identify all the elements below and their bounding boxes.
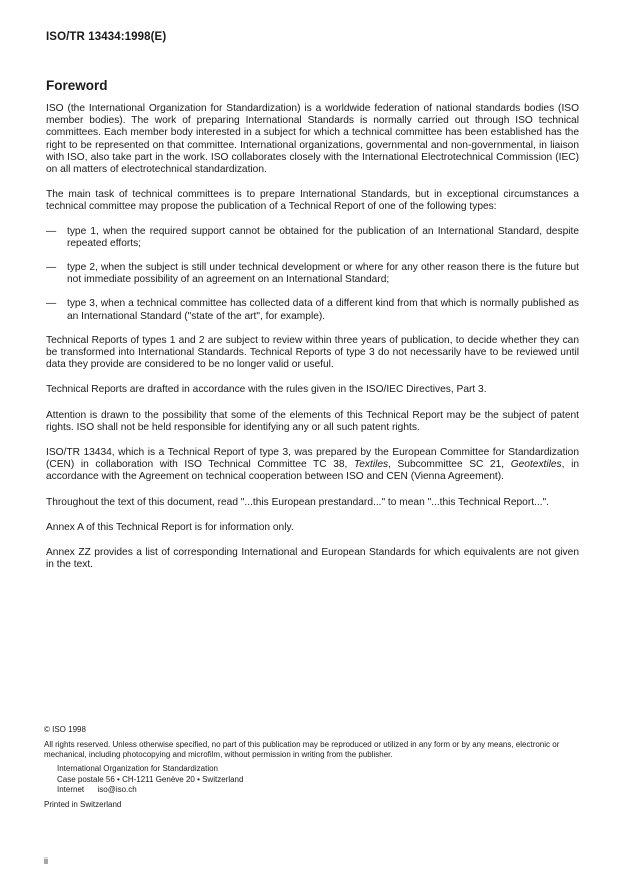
address-line: Internet iso@iso.ch [57,785,137,794]
list-dash: — [46,225,57,237]
list-item-text: type 1, when the required support cannot be obtained for the publication of an International Standard, despite repeated efforts; [67,225,579,249]
printed-in: Printed in Switzerland [44,799,122,809]
copyright-notice: © ISO 1998 [44,725,86,734]
foreword-body [46,103,579,584]
preparation-text-c: , Subcommittee SC 21, [388,459,511,471]
preparation-text-a: ISO/TR 13434, which is a Technical Report of type 3, was prepared by the European Committee for Standardization (CEN) in collaboration with ISO Technical Committee TC 38, [46,447,579,471]
list-item [46,298,579,322]
paragraph-review: Technical Reports of types 1 and 2 are subject to review within three years of publication, to decide whether they can be transformed into International Standards. Technical Reports of type 3 do not necessarily have to be reviewed until data they provide are considered to be no longer valid or useful. [46,334,579,371]
paragraph-annex-a: Annex A of this Technical Report is for information only. [46,521,294,533]
publisher-address [44,764,584,796]
paragraph-iso-intro: ISO (the International Organization for Standardization) is a worldwide federation of national standards bodies (ISO member bodies). The work of preparing International Standards is normally carried out through ISO technical committees. Each member body interested in a subject for which a technical committee has been established has the right to be represented on that committee. International organizations, governmental and non-governmental, in liaison with ISO, also take part in the work. ISO collaborates closely with the International Electrotechnical Commission (IEC) on all matters of electrotechnical standardization. [46,103,579,176]
preparation-geotextiles: Geotextiles [510,459,562,471]
list-item-text: type 2, when the subject is still under technical development or where for any other reason there is the future but not immediate possibility of an agreement on an International Standard; [67,262,579,286]
preparation-textiles: Textiles [353,459,389,471]
paragraph-drafting: Technical Reports are drafted in accordance with the rules given in the ISO/IEC Directives, Part 3. [46,384,487,396]
paragraph-annex-zz: Annex ZZ provides a list of corresponding International and European Standards for which equivalents are not given in the text. [46,547,579,571]
copyright-footer [44,725,584,810]
list-dash: — [46,262,57,274]
document-id: ISO/TR 13434:1998(E) [46,31,167,43]
paragraph-preparation [46,447,579,484]
section-title: Foreword [46,78,108,93]
address-line: Case postale 56 • CH-1211 Genève 20 • Switzerland [57,774,244,784]
report-types-list [46,226,579,323]
page-number: ii [44,856,48,866]
list-item [46,262,579,286]
address-line: International Organization for Standardization [57,764,218,773]
paragraph-main-task: The main task of technical committees is to prepare International Standards, but in exceptional circumstances a technical committee may propose the publication of a Technical Report of one of the following types: [46,189,579,213]
list-dash: — [46,298,57,310]
list-item-text: type 3, when a technical committee has collected data of a different kind from that which is normally published as an International Standard ("state of the art", for example). [67,298,579,322]
list-item [46,226,579,250]
paragraph-throughout: Throughout the text of this document, read "...this European prestandard..." to mean "...this Technical Report...". [46,496,549,508]
preparation-text-e: , in accordance with the Agreement on technical cooperation between ISO and CEN (Vienna Agreement). [46,459,579,483]
rights-statement: All rights reserved. Unless otherwise specified, no part of this publication may be reproduced or utilized in any form or by any means, electronic or mechanical, including photocopying and microfilm, without permission in writing from the publisher. [44,740,560,759]
paragraph-patent: Attention is drawn to the possibility that some of the elements of this Technical Report may be the subject of patent rights. ISO shall not be held responsible for identifying any or all such patent rights. [46,409,579,433]
